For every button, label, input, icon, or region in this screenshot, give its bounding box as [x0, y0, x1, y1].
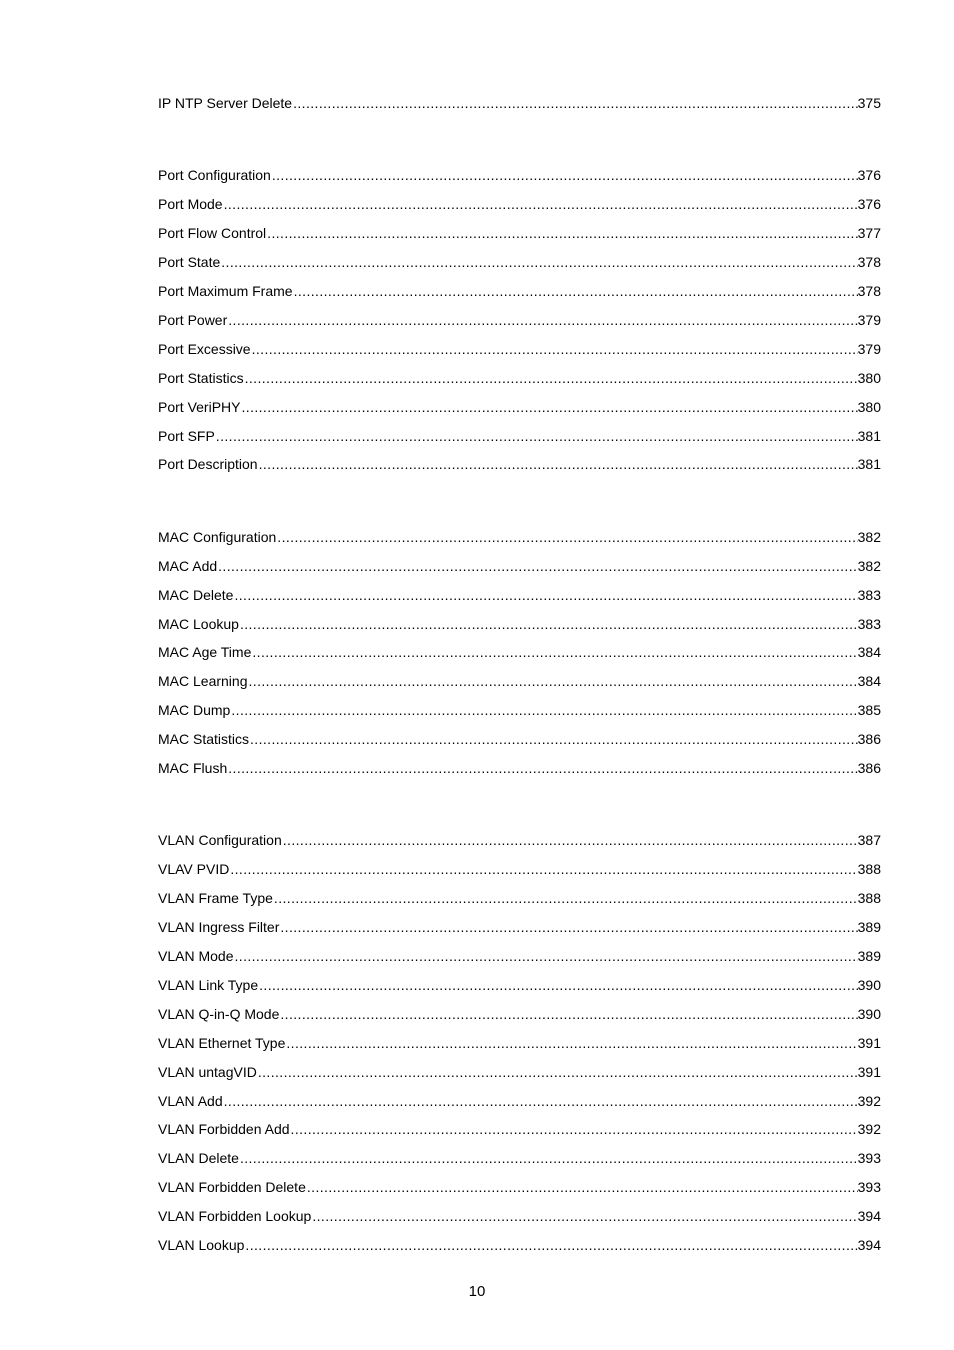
dot-leader — [224, 1091, 858, 1111]
toc-entry-page: 388 — [857, 861, 881, 878]
toc-entry[interactable] — [158, 194, 881, 223]
toc-entry-title: Port SFP — [158, 427, 215, 444]
toc-entry[interactable] — [158, 1119, 881, 1148]
dot-leader — [250, 729, 858, 749]
toc-entry-title: Port Description — [158, 456, 258, 473]
toc-entry-page: 394 — [857, 1236, 881, 1253]
toc-entry-page: 384 — [857, 644, 881, 661]
toc-entry[interactable] — [158, 700, 881, 729]
dot-leader — [274, 888, 858, 908]
toc-entry-page: 381 — [857, 456, 881, 473]
dot-leader — [280, 1004, 857, 1024]
dot-leader — [245, 1235, 857, 1255]
toc-entry-title: IP NTP Server Delete — [158, 95, 293, 111]
toc-entry-title: Port VeriPHY — [158, 398, 241, 415]
toc-entry-page: 391 — [857, 1034, 881, 1051]
toc-entry[interactable] — [158, 1177, 881, 1206]
dot-leader — [234, 946, 857, 966]
toc-entry-page: 383 — [857, 586, 881, 603]
toc-entry[interactable] — [158, 527, 881, 556]
dot-leader — [216, 426, 858, 446]
toc-entry-title: Port State — [158, 254, 221, 271]
dot-leader — [272, 165, 858, 185]
toc-entry-page: 386 — [857, 760, 881, 776]
toc-entry[interactable] — [158, 917, 881, 946]
dot-leader — [252, 642, 857, 662]
toc-entry[interactable] — [158, 252, 881, 281]
dot-leader — [283, 830, 858, 850]
toc-entry[interactable] — [158, 1091, 881, 1120]
toc-entry[interactable] — [158, 368, 881, 397]
toc-entry-page: 392 — [857, 1121, 881, 1138]
toc-entry-title: Port Power — [158, 311, 228, 328]
toc-entry-title: MAC Add — [158, 557, 218, 574]
toc-entry[interactable] — [158, 642, 881, 671]
toc-entry-page: 382 — [857, 557, 881, 574]
toc-entry-title: MAC Lookup — [158, 615, 239, 632]
dot-leader — [258, 1062, 858, 1082]
toc-section — [158, 527, 881, 787]
dot-leader — [291, 1119, 858, 1139]
toc-entry-title: VLAN Lookup — [158, 1236, 245, 1253]
toc-entry[interactable] — [158, 281, 881, 310]
dot-leader — [280, 917, 857, 937]
dot-leader — [240, 1148, 858, 1168]
toc-entry-title: Port Flow Control — [158, 225, 267, 242]
toc-entry-page: 375 — [857, 95, 881, 111]
toc-entry-page: 391 — [857, 1063, 881, 1080]
toc-entry-title: MAC Configuration — [158, 528, 277, 545]
toc-entry-page: 379 — [857, 311, 881, 328]
toc-entry-title: VLAN Delete — [158, 1150, 239, 1167]
dot-leader — [234, 585, 857, 605]
toc-entry[interactable] — [158, 454, 881, 483]
toc-entry-page: 381 — [857, 427, 881, 444]
toc-entry-page: 377 — [857, 225, 881, 242]
toc-entry-page: 376 — [857, 196, 881, 213]
toc-entry-title: MAC Statistics — [158, 731, 250, 748]
dot-leader — [249, 671, 858, 691]
toc-entry-page: 390 — [857, 976, 881, 993]
page-number: 10 — [468, 1283, 486, 1300]
dot-leader — [245, 368, 858, 388]
toc-entry-page: 380 — [857, 369, 881, 386]
toc-entry-title: MAC Learning — [158, 673, 248, 690]
toc-entry[interactable] — [158, 1206, 881, 1235]
dot-leader — [218, 556, 858, 576]
toc-entry-title: VLAN Link Type — [158, 976, 259, 993]
toc-entry-page: 386 — [857, 731, 881, 748]
toc-entry-title: VLAN Forbidden Add — [158, 1121, 290, 1138]
toc-entry-title: VLAN Forbidden Lookup — [158, 1208, 312, 1225]
toc-section — [158, 93, 881, 122]
toc-entry[interactable] — [158, 758, 881, 787]
toc-entry[interactable] — [158, 585, 881, 614]
toc-entry-page: 394 — [857, 1208, 881, 1225]
toc-entry-page: 378 — [857, 254, 881, 271]
dot-leader — [221, 252, 857, 272]
toc-entry-title: VLAN Add — [158, 1092, 223, 1109]
toc-entry[interactable] — [158, 165, 881, 194]
dot-leader — [293, 93, 858, 113]
toc-entry-title: MAC Age Time — [158, 644, 252, 661]
toc-entry-title: Port Mode — [158, 196, 223, 213]
toc-entry[interactable] — [158, 1148, 881, 1177]
toc-entry-title: Port Excessive — [158, 340, 251, 357]
toc-entry-title: MAC Dump — [158, 702, 231, 719]
toc-entry[interactable] — [158, 671, 881, 700]
toc-entry[interactable] — [158, 397, 881, 426]
toc-entry[interactable] — [158, 310, 881, 339]
toc-entry-title: Port Maximum Frame — [158, 283, 293, 300]
toc-entry-title: MAC Delete — [158, 586, 234, 603]
toc-entry-title: Port Configuration — [158, 167, 271, 184]
toc-entry[interactable] — [158, 1062, 881, 1091]
toc-entry[interactable] — [158, 556, 881, 585]
dot-leader — [231, 700, 857, 720]
toc-section — [158, 165, 881, 483]
toc-entry-title: VLAV PVID — [158, 861, 230, 878]
toc-entry-page: 392 — [857, 1092, 881, 1109]
toc-entry-page: 384 — [857, 673, 881, 690]
toc-entry-title: VLAN Frame Type — [158, 890, 273, 907]
toc-entry[interactable] — [158, 426, 881, 455]
dot-leader — [277, 527, 857, 547]
toc-entry-title: Port Statistics — [158, 369, 244, 386]
toc-entry-page: 383 — [857, 615, 881, 632]
toc-entry-page: 387 — [857, 832, 881, 849]
toc-entry-page: 376 — [857, 167, 881, 184]
dot-leader — [252, 339, 858, 359]
dot-leader — [294, 281, 858, 301]
table-of-contents — [158, 93, 881, 1264]
toc-entry-page: 389 — [857, 919, 881, 936]
toc-entry[interactable] — [158, 975, 881, 1004]
dot-leader — [230, 859, 857, 879]
toc-entry-page: 385 — [857, 702, 881, 719]
dot-leader — [228, 310, 857, 330]
toc-entry-title: VLAN Ingress Filter — [158, 919, 280, 936]
toc-entry-title: VLAN Ethernet Type — [158, 1034, 286, 1051]
toc-entry[interactable] — [158, 339, 881, 368]
toc-entry-page: 388 — [857, 890, 881, 907]
toc-entry[interactable] — [158, 1004, 881, 1033]
toc-entry-title: VLAN Forbidden Delete — [158, 1179, 306, 1196]
toc-entry-page: 389 — [857, 948, 881, 965]
dot-leader — [228, 758, 857, 778]
dot-leader — [259, 975, 858, 995]
toc-entry[interactable] — [158, 729, 881, 758]
toc-entry[interactable] — [158, 946, 881, 975]
dot-leader — [224, 194, 858, 214]
dot-leader — [267, 223, 857, 243]
toc-entry-title: VLAN untagVID — [158, 1063, 257, 1080]
dot-leader — [312, 1206, 857, 1226]
dot-leader — [240, 614, 858, 634]
toc-entry-title: MAC Flush — [158, 760, 228, 776]
toc-entry-title: VLAN Q-in-Q Mode — [158, 1005, 280, 1022]
dot-leader — [307, 1177, 858, 1197]
toc-entry-page: 390 — [857, 1005, 881, 1022]
toc-entry[interactable] — [158, 1235, 881, 1264]
toc-entry-title: VLAN Mode — [158, 948, 234, 965]
toc-entry-page: 379 — [857, 340, 881, 357]
toc-entry-page: 380 — [857, 398, 881, 415]
toc-entry-page: 393 — [857, 1179, 881, 1196]
toc-section — [158, 830, 881, 1263]
toc-entry[interactable] — [158, 1033, 881, 1062]
toc-entry[interactable] — [158, 888, 881, 917]
dot-leader — [286, 1033, 857, 1053]
toc-entry-page: 382 — [857, 528, 881, 545]
toc-entry[interactable] — [158, 223, 881, 252]
toc-entry-title: VLAN Configuration — [158, 832, 282, 849]
toc-entry[interactable] — [158, 614, 881, 643]
toc-entry-page: 393 — [857, 1150, 881, 1167]
dot-leader — [241, 397, 857, 417]
dot-leader — [259, 454, 858, 474]
toc-entry[interactable] — [158, 830, 881, 859]
toc-entry-page: 378 — [857, 283, 881, 300]
toc-entry[interactable] — [158, 859, 881, 888]
toc-entry[interactable] — [158, 93, 881, 122]
